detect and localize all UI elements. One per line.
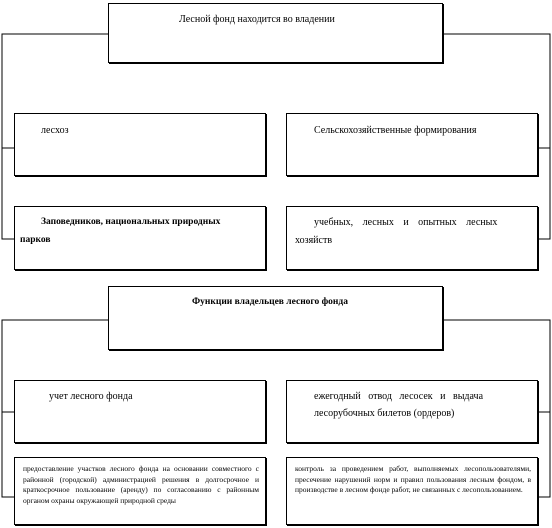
felling-allocation-label-line2: лесорубочных билетов (ордеров) bbox=[314, 408, 455, 419]
land-provision-box bbox=[14, 457, 266, 525]
work-control-label: контроль за проведением работ, выполняемых лесопользователями, пресечение нарушений норм и правил пользования лесным фондом, в производстве в лесном фонде работ, не связанных с лесопользованием. bbox=[295, 464, 531, 494]
ownership-title: Лесной фонд находится во владении bbox=[179, 14, 335, 25]
leshoz-label: лесхоз bbox=[41, 125, 69, 136]
forest-accounting-box bbox=[14, 380, 266, 443]
functions-title: Функции владельцев лесного фонда bbox=[192, 297, 348, 307]
reserves-label-line2: парков bbox=[20, 235, 51, 245]
land-provision-label: предоставление участков лесного фонда на основании совместного с районной (городской) администрацией решения в долгосрочное и краткосрочное пользование (аренду) по согласованию с районным органом охраны окружающей природной среды bbox=[23, 464, 259, 505]
work-control-box bbox=[286, 457, 538, 525]
training-farms-label-line1: учебных, лесных и опытных лесных bbox=[314, 217, 498, 228]
reserves-box bbox=[14, 206, 266, 270]
training-farms-box bbox=[286, 206, 538, 270]
functions-title-box bbox=[108, 286, 443, 350]
agri-formations-box bbox=[286, 113, 538, 176]
reserves-label-line1: Заповедников, национальных природных bbox=[41, 217, 221, 227]
leshoz-box bbox=[14, 113, 266, 176]
forest-accounting-label: учет лесного фонда bbox=[49, 391, 133, 402]
agri-formations-label: Сельскохозяйственные формирования bbox=[314, 125, 477, 136]
ownership-title-box bbox=[108, 3, 443, 63]
felling-allocation-label-line1: ежегодный отвод лесосек и выдача bbox=[314, 391, 484, 402]
felling-allocation-box bbox=[286, 380, 538, 443]
training-farms-label-line2: хозяйств bbox=[295, 235, 333, 246]
